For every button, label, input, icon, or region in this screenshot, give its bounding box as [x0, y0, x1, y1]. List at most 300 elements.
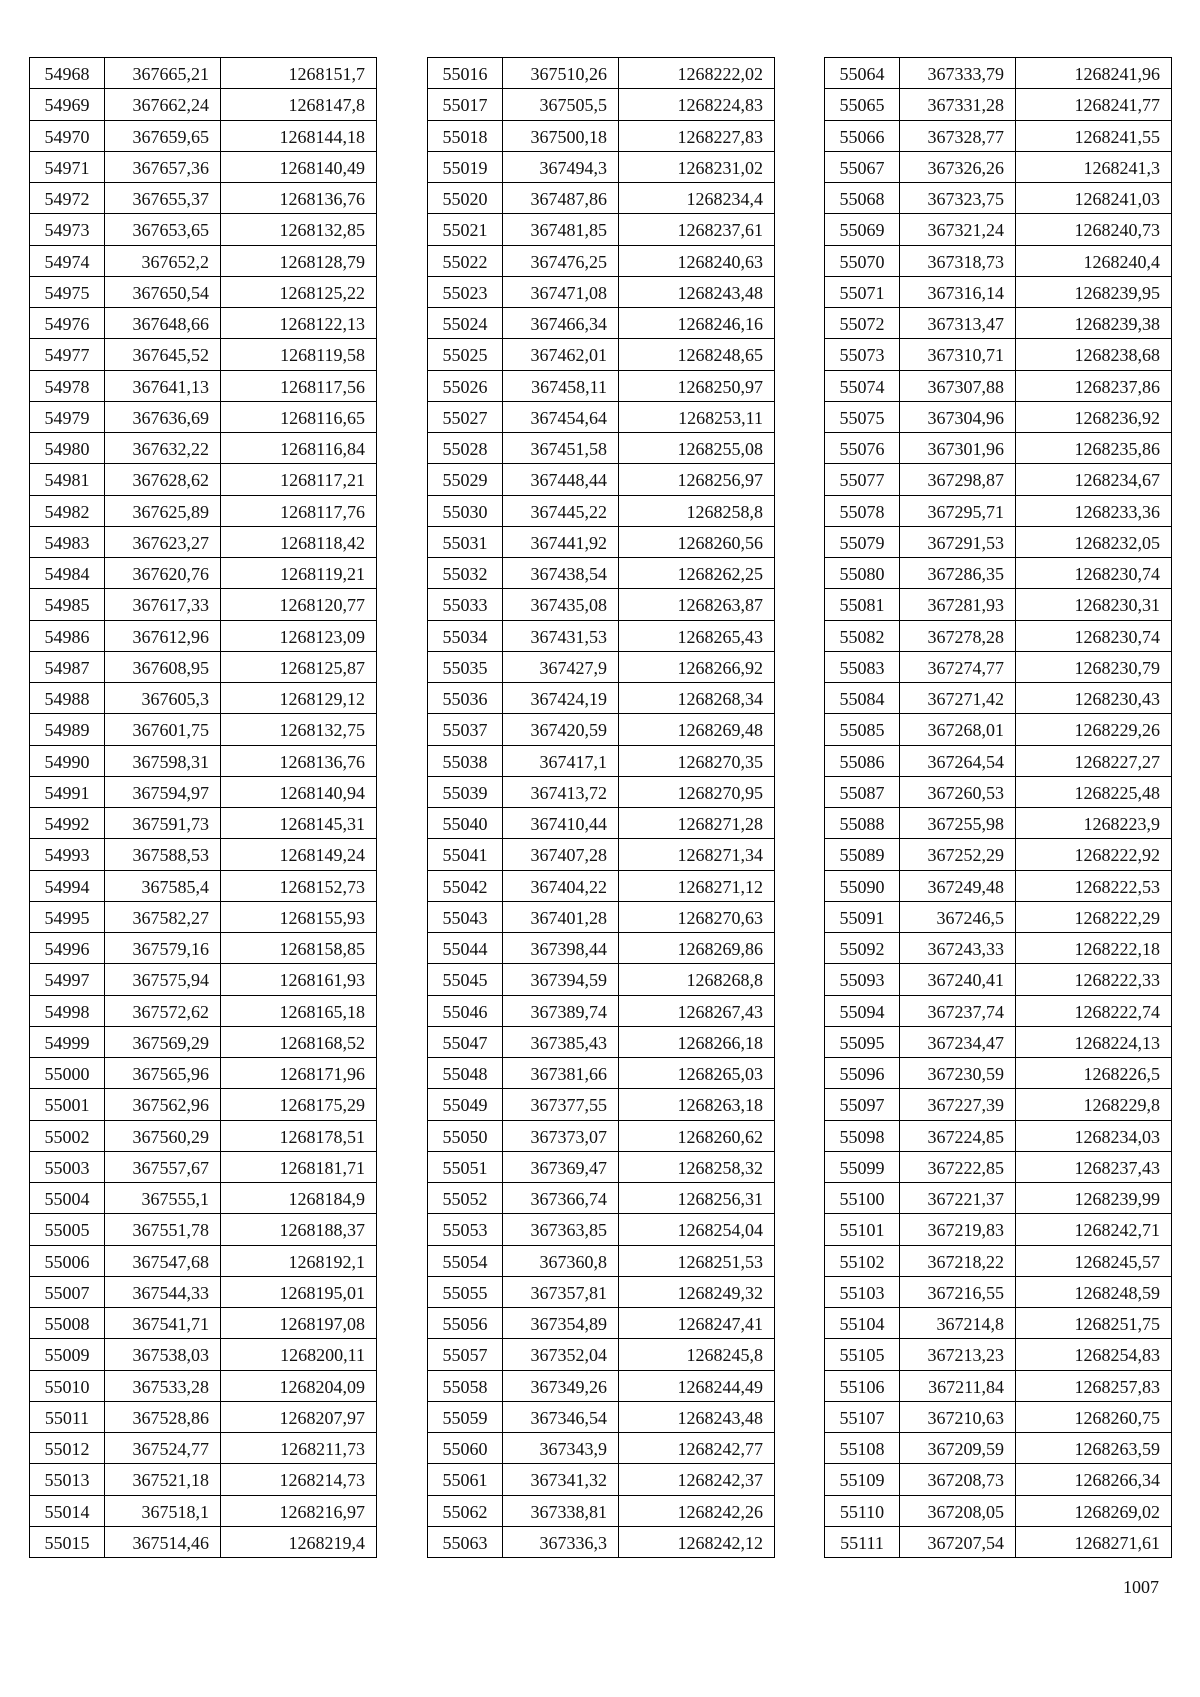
- x-coordinate-cell: 367650,54: [105, 276, 221, 307]
- table-row: [825, 620, 1172, 651]
- x-coordinate-cell: 367352,04: [503, 1339, 619, 1370]
- point-number-cell: 55007: [30, 1276, 105, 1307]
- y-coordinate-cell: 1268136,76: [221, 183, 377, 214]
- table-row: [825, 651, 1172, 682]
- table-row: [825, 58, 1172, 89]
- point-number-cell: 55056: [428, 1308, 503, 1339]
- x-coordinate-cell: 367410,44: [503, 808, 619, 839]
- x-coordinate-cell: 367417,1: [503, 745, 619, 776]
- y-coordinate-cell: 1268241,3: [1016, 151, 1172, 182]
- point-number-cell: 54972: [30, 183, 105, 214]
- y-coordinate-cell: 1268229,26: [1016, 714, 1172, 745]
- x-coordinate-cell: 367462,01: [503, 339, 619, 370]
- table-row: [428, 1495, 775, 1526]
- y-coordinate-cell: 1268207,97: [221, 1401, 377, 1432]
- y-coordinate-cell: 1268267,43: [619, 995, 775, 1026]
- table-row: [428, 1308, 775, 1339]
- point-number-cell: 55066: [825, 120, 900, 151]
- table-row: [30, 1464, 377, 1495]
- table-row: [825, 526, 1172, 557]
- point-number-cell: 54994: [30, 870, 105, 901]
- y-coordinate-cell: 1268234,03: [1016, 1120, 1172, 1151]
- table-row: [825, 589, 1172, 620]
- table-row: [825, 214, 1172, 245]
- point-number-cell: 54979: [30, 401, 105, 432]
- y-coordinate-cell: 1268168,52: [221, 1026, 377, 1057]
- y-coordinate-cell: 1268237,86: [1016, 370, 1172, 401]
- x-coordinate-cell: 367645,52: [105, 339, 221, 370]
- point-number-cell: 55042: [428, 870, 503, 901]
- y-coordinate-cell: 1268155,93: [221, 901, 377, 932]
- point-number-cell: 55046: [428, 995, 503, 1026]
- y-coordinate-cell: 1268251,75: [1016, 1308, 1172, 1339]
- y-coordinate-cell: 1268263,18: [619, 1089, 775, 1120]
- point-number-cell: 55026: [428, 370, 503, 401]
- table-row: [30, 808, 377, 839]
- x-coordinate-cell: 367252,29: [900, 839, 1016, 870]
- x-coordinate-cell: 367369,47: [503, 1151, 619, 1182]
- point-number-cell: 55031: [428, 526, 503, 557]
- table-row: [428, 933, 775, 964]
- x-coordinate-cell: 367208,73: [900, 1464, 1016, 1495]
- x-coordinate-cell: 367221,37: [900, 1183, 1016, 1214]
- y-coordinate-cell: 1268241,03: [1016, 183, 1172, 214]
- x-coordinate-cell: 367575,94: [105, 964, 221, 995]
- y-coordinate-cell: 1268233,36: [1016, 495, 1172, 526]
- point-number-cell: 55083: [825, 651, 900, 682]
- table-row: [30, 1433, 377, 1464]
- x-coordinate-cell: 367500,18: [503, 120, 619, 151]
- y-coordinate-cell: 1268268,34: [619, 683, 775, 714]
- x-coordinate-cell: 367230,59: [900, 1058, 1016, 1089]
- table-row: [825, 1464, 1172, 1495]
- y-coordinate-cell: 1268230,79: [1016, 651, 1172, 682]
- point-number-cell: 55105: [825, 1339, 900, 1370]
- y-coordinate-cell: 1268263,87: [619, 589, 775, 620]
- y-coordinate-cell: 1268266,18: [619, 1026, 775, 1057]
- x-coordinate-cell: 367533,28: [105, 1370, 221, 1401]
- x-coordinate-cell: 367431,53: [503, 620, 619, 651]
- y-coordinate-cell: 1268117,21: [221, 464, 377, 495]
- x-coordinate-cell: 367598,31: [105, 745, 221, 776]
- table-row: [428, 589, 775, 620]
- point-number-cell: 55020: [428, 183, 503, 214]
- y-coordinate-cell: 1268260,56: [619, 526, 775, 557]
- point-number-cell: 55068: [825, 183, 900, 214]
- point-number-cell: 55067: [825, 151, 900, 182]
- y-coordinate-cell: 1268140,49: [221, 151, 377, 182]
- y-coordinate-cell: 1268258,32: [619, 1151, 775, 1182]
- table-row: [825, 1276, 1172, 1307]
- table-row: [428, 1120, 775, 1151]
- point-number-cell: 55089: [825, 839, 900, 870]
- x-coordinate-cell: 367653,65: [105, 214, 221, 245]
- point-number-cell: 55095: [825, 1026, 900, 1057]
- table-row: [30, 245, 377, 276]
- y-coordinate-cell: 1268242,12: [619, 1526, 775, 1557]
- point-number-cell: 55079: [825, 526, 900, 557]
- point-number-cell: 55099: [825, 1151, 900, 1182]
- table-row: [825, 1308, 1172, 1339]
- x-coordinate-cell: 367301,96: [900, 433, 1016, 464]
- x-coordinate-cell: 367209,59: [900, 1433, 1016, 1464]
- y-coordinate-cell: 1268255,08: [619, 433, 775, 464]
- y-coordinate-cell: 1268271,12: [619, 870, 775, 901]
- table-row: [428, 370, 775, 401]
- table-row: [30, 620, 377, 651]
- table-row: [428, 776, 775, 807]
- table-row: [30, 183, 377, 214]
- table-row: [428, 1370, 775, 1401]
- table-row: [428, 120, 775, 151]
- y-coordinate-cell: 1268232,05: [1016, 526, 1172, 557]
- y-coordinate-cell: 1268227,83: [619, 120, 775, 151]
- point-number-cell: 55019: [428, 151, 503, 182]
- point-number-cell: 55058: [428, 1370, 503, 1401]
- y-coordinate-cell: 1268223,9: [1016, 808, 1172, 839]
- point-number-cell: 54976: [30, 308, 105, 339]
- x-coordinate-cell: 367514,46: [105, 1526, 221, 1557]
- table-row: [428, 870, 775, 901]
- x-coordinate-cell: 367518,1: [105, 1495, 221, 1526]
- table-row: [428, 1026, 775, 1057]
- y-coordinate-cell: 1268263,59: [1016, 1433, 1172, 1464]
- table-row: [825, 995, 1172, 1026]
- table-row: [825, 433, 1172, 464]
- point-number-cell: 55041: [428, 839, 503, 870]
- x-coordinate-cell: 367445,22: [503, 495, 619, 526]
- x-coordinate-cell: 367213,23: [900, 1339, 1016, 1370]
- point-number-cell: 55103: [825, 1276, 900, 1307]
- table-row: [825, 1401, 1172, 1432]
- point-number-cell: 55062: [428, 1495, 503, 1526]
- y-coordinate-cell: 1268243,48: [619, 276, 775, 307]
- y-coordinate-cell: 1268242,71: [1016, 1214, 1172, 1245]
- y-coordinate-cell: 1268216,97: [221, 1495, 377, 1526]
- y-coordinate-cell: 1268237,43: [1016, 1151, 1172, 1182]
- table-row: [428, 339, 775, 370]
- table-row: [825, 1151, 1172, 1182]
- x-coordinate-cell: 367641,13: [105, 370, 221, 401]
- y-coordinate-cell: 1268241,55: [1016, 120, 1172, 151]
- point-number-cell: 54997: [30, 964, 105, 995]
- y-coordinate-cell: 1268122,13: [221, 308, 377, 339]
- table-row: [428, 183, 775, 214]
- table-row: [825, 464, 1172, 495]
- point-number-cell: 55013: [30, 1464, 105, 1495]
- table-row: [428, 839, 775, 870]
- x-coordinate-cell: 367588,53: [105, 839, 221, 870]
- y-coordinate-cell: 1268242,26: [619, 1495, 775, 1526]
- y-coordinate-cell: 1268269,48: [619, 714, 775, 745]
- point-number-cell: 54977: [30, 339, 105, 370]
- table-row: [428, 995, 775, 1026]
- y-coordinate-cell: 1268222,74: [1016, 995, 1172, 1026]
- x-coordinate-cell: 367413,72: [503, 776, 619, 807]
- x-coordinate-cell: 367454,64: [503, 401, 619, 432]
- x-coordinate-cell: 367404,22: [503, 870, 619, 901]
- y-coordinate-cell: 1268125,87: [221, 651, 377, 682]
- y-coordinate-cell: 1268222,02: [619, 58, 775, 89]
- x-coordinate-cell: 367328,77: [900, 120, 1016, 151]
- point-number-cell: 55081: [825, 589, 900, 620]
- table-row: [825, 183, 1172, 214]
- x-coordinate-cell: 367274,77: [900, 651, 1016, 682]
- x-coordinate-cell: 367385,43: [503, 1026, 619, 1057]
- table-row: [30, 1151, 377, 1182]
- table-row: [825, 1120, 1172, 1151]
- y-coordinate-cell: 1268152,73: [221, 870, 377, 901]
- x-coordinate-cell: 367360,8: [503, 1245, 619, 1276]
- point-number-cell: 55001: [30, 1089, 105, 1120]
- table-row: [30, 464, 377, 495]
- x-coordinate-cell: 367373,07: [503, 1120, 619, 1151]
- y-coordinate-cell: 1268253,11: [619, 401, 775, 432]
- y-coordinate-cell: 1268224,83: [619, 89, 775, 120]
- x-coordinate-cell: 367448,44: [503, 464, 619, 495]
- point-number-cell: 55003: [30, 1151, 105, 1182]
- y-coordinate-cell: 1268151,7: [221, 58, 377, 89]
- table-row: [30, 495, 377, 526]
- table-row: [30, 1276, 377, 1307]
- table-row: [30, 1370, 377, 1401]
- x-coordinate-cell: 367398,44: [503, 933, 619, 964]
- y-coordinate-cell: 1268200,11: [221, 1339, 377, 1370]
- x-coordinate-cell: 367249,48: [900, 870, 1016, 901]
- y-coordinate-cell: 1268234,4: [619, 183, 775, 214]
- table-row: [825, 870, 1172, 901]
- x-coordinate-cell: 367612,96: [105, 620, 221, 651]
- y-coordinate-cell: 1268270,95: [619, 776, 775, 807]
- point-number-cell: 54973: [30, 214, 105, 245]
- x-coordinate-cell: 367655,37: [105, 183, 221, 214]
- y-coordinate-cell: 1268235,86: [1016, 433, 1172, 464]
- x-coordinate-cell: 367628,62: [105, 464, 221, 495]
- y-coordinate-cell: 1268239,99: [1016, 1183, 1172, 1214]
- point-number-cell: 54992: [30, 808, 105, 839]
- point-number-cell: 55098: [825, 1120, 900, 1151]
- x-coordinate-cell: 367354,89: [503, 1308, 619, 1339]
- point-number-cell: 55044: [428, 933, 503, 964]
- point-number-cell: 55021: [428, 214, 503, 245]
- coordinate-table-middle: [427, 57, 775, 1558]
- x-coordinate-cell: 367544,33: [105, 1276, 221, 1307]
- point-number-cell: 55093: [825, 964, 900, 995]
- point-number-cell: 55048: [428, 1058, 503, 1089]
- y-coordinate-cell: 1268188,37: [221, 1214, 377, 1245]
- x-coordinate-cell: 367255,98: [900, 808, 1016, 839]
- table-row: [428, 808, 775, 839]
- y-coordinate-cell: 1268231,02: [619, 151, 775, 182]
- x-coordinate-cell: 367326,26: [900, 151, 1016, 182]
- table-row: [30, 433, 377, 464]
- point-number-cell: 55088: [825, 808, 900, 839]
- table-row: [30, 1401, 377, 1432]
- coordinate-table-right: [824, 57, 1172, 1558]
- point-number-cell: 55077: [825, 464, 900, 495]
- table-row: [30, 89, 377, 120]
- y-coordinate-cell: 1268117,76: [221, 495, 377, 526]
- point-number-cell: 55107: [825, 1401, 900, 1432]
- x-coordinate-cell: 367594,97: [105, 776, 221, 807]
- y-coordinate-cell: 1268211,73: [221, 1433, 377, 1464]
- point-number-cell: 54968: [30, 58, 105, 89]
- x-coordinate-cell: 367510,26: [503, 58, 619, 89]
- y-coordinate-cell: 1268241,96: [1016, 58, 1172, 89]
- y-coordinate-cell: 1268129,12: [221, 683, 377, 714]
- x-coordinate-cell: 367435,08: [503, 589, 619, 620]
- point-number-cell: 54993: [30, 839, 105, 870]
- x-coordinate-cell: 367377,55: [503, 1089, 619, 1120]
- table-row: [30, 933, 377, 964]
- point-number-cell: 54971: [30, 151, 105, 182]
- table-row: [30, 714, 377, 745]
- y-coordinate-cell: 1268119,58: [221, 339, 377, 370]
- y-coordinate-cell: 1268271,28: [619, 808, 775, 839]
- point-number-cell: 55028: [428, 433, 503, 464]
- y-coordinate-cell: 1268230,31: [1016, 589, 1172, 620]
- table-row: [825, 933, 1172, 964]
- table-row: [428, 308, 775, 339]
- y-coordinate-cell: 1268248,59: [1016, 1276, 1172, 1307]
- point-number-cell: 55014: [30, 1495, 105, 1526]
- table-row: [428, 620, 775, 651]
- x-coordinate-cell: 367551,78: [105, 1214, 221, 1245]
- table-row: [30, 1526, 377, 1557]
- x-coordinate-cell: 367286,35: [900, 558, 1016, 589]
- coordinate-table-body: [428, 58, 775, 1558]
- y-coordinate-cell: 1268128,79: [221, 245, 377, 276]
- point-number-cell: 55017: [428, 89, 503, 120]
- y-coordinate-cell: 1268116,84: [221, 433, 377, 464]
- x-coordinate-cell: 367333,79: [900, 58, 1016, 89]
- table-row: [825, 1089, 1172, 1120]
- table-row: [825, 1433, 1172, 1464]
- table-row: [30, 870, 377, 901]
- x-coordinate-cell: 367591,73: [105, 808, 221, 839]
- table-row: [428, 1089, 775, 1120]
- table-row: [428, 1183, 775, 1214]
- point-number-cell: 55110: [825, 1495, 900, 1526]
- table-row: [825, 1058, 1172, 1089]
- x-coordinate-cell: 367222,85: [900, 1151, 1016, 1182]
- y-coordinate-cell: 1268246,16: [619, 308, 775, 339]
- point-number-cell: 55051: [428, 1151, 503, 1182]
- table-row: [428, 1464, 775, 1495]
- point-number-cell: 54988: [30, 683, 105, 714]
- x-coordinate-cell: 367494,3: [503, 151, 619, 182]
- x-coordinate-cell: 367528,86: [105, 1401, 221, 1432]
- point-number-cell: 54996: [30, 933, 105, 964]
- x-coordinate-cell: 367268,01: [900, 714, 1016, 745]
- point-number-cell: 55029: [428, 464, 503, 495]
- table-row: [825, 1526, 1172, 1557]
- y-coordinate-cell: 1268120,77: [221, 589, 377, 620]
- table-row: [825, 808, 1172, 839]
- point-number-cell: 55036: [428, 683, 503, 714]
- x-coordinate-cell: 367582,27: [105, 901, 221, 932]
- table-row: [825, 558, 1172, 589]
- y-coordinate-cell: 1268192,1: [221, 1245, 377, 1276]
- x-coordinate-cell: 367349,26: [503, 1370, 619, 1401]
- point-number-cell: 54983: [30, 526, 105, 557]
- x-coordinate-cell: 367218,22: [900, 1245, 1016, 1276]
- x-coordinate-cell: 367224,85: [900, 1120, 1016, 1151]
- table-row: [428, 1433, 775, 1464]
- point-number-cell: 55059: [428, 1401, 503, 1432]
- table-row: [428, 1339, 775, 1370]
- x-coordinate-cell: 367210,63: [900, 1401, 1016, 1432]
- y-coordinate-cell: 1268230,74: [1016, 620, 1172, 651]
- x-coordinate-cell: 367331,28: [900, 89, 1016, 120]
- x-coordinate-cell: 367466,34: [503, 308, 619, 339]
- table-row: [825, 1214, 1172, 1245]
- point-number-cell: 55106: [825, 1370, 900, 1401]
- table-row: [428, 558, 775, 589]
- y-coordinate-cell: 1268269,02: [1016, 1495, 1172, 1526]
- point-number-cell: 55027: [428, 401, 503, 432]
- table-row: [428, 1214, 775, 1245]
- x-coordinate-cell: 367424,19: [503, 683, 619, 714]
- x-coordinate-cell: 367620,76: [105, 558, 221, 589]
- point-number-cell: 55030: [428, 495, 503, 526]
- y-coordinate-cell: 1268242,77: [619, 1433, 775, 1464]
- x-coordinate-cell: 367243,33: [900, 933, 1016, 964]
- y-coordinate-cell: 1268260,75: [1016, 1401, 1172, 1432]
- x-coordinate-cell: 367617,33: [105, 589, 221, 620]
- table-row: [30, 839, 377, 870]
- point-number-cell: 55094: [825, 995, 900, 1026]
- point-number-cell: 55082: [825, 620, 900, 651]
- x-coordinate-cell: 367521,18: [105, 1464, 221, 1495]
- x-coordinate-cell: 367547,68: [105, 1245, 221, 1276]
- y-coordinate-cell: 1268171,96: [221, 1058, 377, 1089]
- y-coordinate-cell: 1268241,77: [1016, 89, 1172, 120]
- point-number-cell: 55025: [428, 339, 503, 370]
- table-row: [825, 714, 1172, 745]
- point-number-cell: 55109: [825, 1464, 900, 1495]
- y-coordinate-cell: 1268236,92: [1016, 401, 1172, 432]
- point-number-cell: 55073: [825, 339, 900, 370]
- y-coordinate-cell: 1268222,53: [1016, 870, 1172, 901]
- point-number-cell: 55084: [825, 683, 900, 714]
- y-coordinate-cell: 1268262,25: [619, 558, 775, 589]
- y-coordinate-cell: 1268240,63: [619, 245, 775, 276]
- x-coordinate-cell: 367310,71: [900, 339, 1016, 370]
- point-number-cell: 55078: [825, 495, 900, 526]
- y-coordinate-cell: 1268270,35: [619, 745, 775, 776]
- y-coordinate-cell: 1268256,31: [619, 1183, 775, 1214]
- table-row: [30, 901, 377, 932]
- point-number-cell: 55010: [30, 1370, 105, 1401]
- x-coordinate-cell: 367264,54: [900, 745, 1016, 776]
- table-row: [825, 1183, 1172, 1214]
- y-coordinate-cell: 1268244,49: [619, 1370, 775, 1401]
- x-coordinate-cell: 367343,9: [503, 1433, 619, 1464]
- point-number-cell: 55004: [30, 1183, 105, 1214]
- point-number-cell: 55032: [428, 558, 503, 589]
- point-number-cell: 55002: [30, 1120, 105, 1151]
- y-coordinate-cell: 1268116,65: [221, 401, 377, 432]
- x-coordinate-cell: 367407,28: [503, 839, 619, 870]
- x-coordinate-cell: 367318,73: [900, 245, 1016, 276]
- page-number: 1007: [1123, 1577, 1159, 1597]
- point-number-cell: 55012: [30, 1433, 105, 1464]
- point-number-cell: 55072: [825, 308, 900, 339]
- table-row: [428, 1401, 775, 1432]
- table-row: [30, 776, 377, 807]
- x-coordinate-cell: 367321,24: [900, 214, 1016, 245]
